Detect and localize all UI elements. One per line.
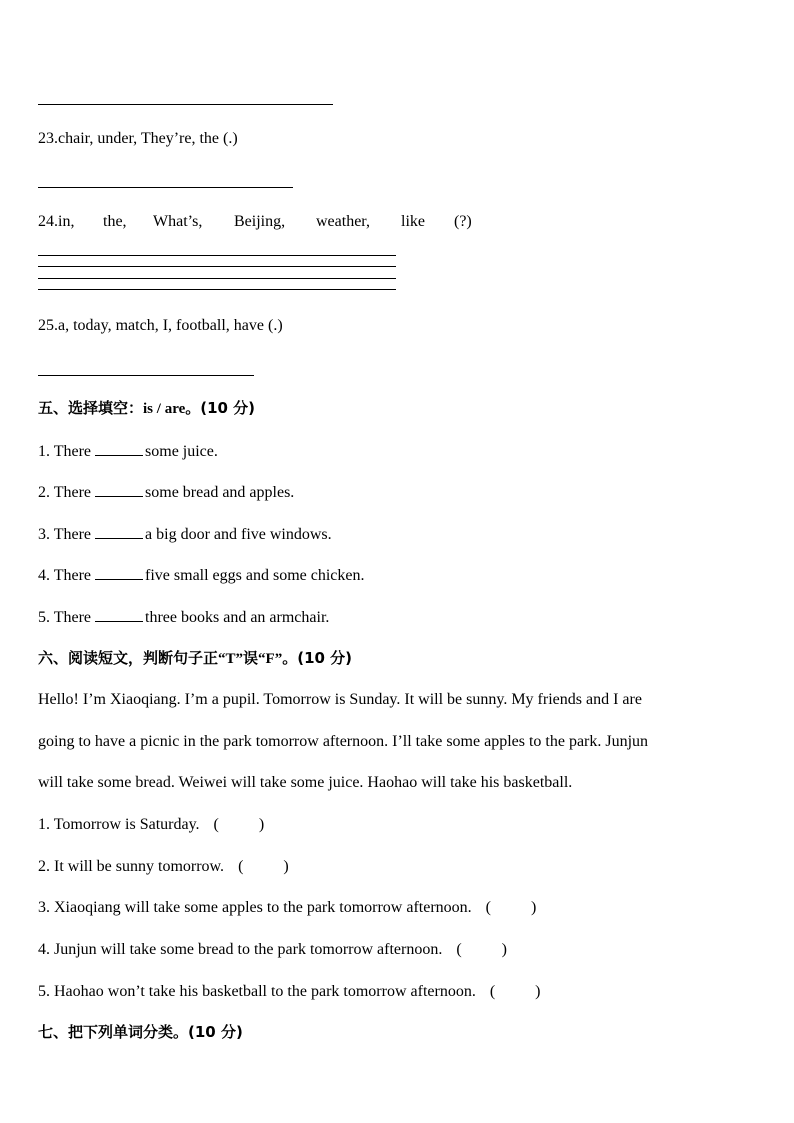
fill-blank[interactable] [95,607,143,622]
answer-line-24d[interactable] [38,289,396,290]
judge-item-3: 3. Xiaoqiang will take some apples to the park tomorrow afternoon. ( ) [38,899,537,916]
passage-line: will take some bread. Weiwei will take some juice. Haohao will take his basketball. [38,774,573,791]
section-6-heading: 六、阅读短文，判断句子正“T”误“F”。(10 分) [38,649,353,667]
judge-item-5: 5. Haohao won’t take his basketball to the park tomorrow afternoon. ( ) [38,983,541,1000]
question-24-word: like [401,213,425,230]
fill-item-1: 1. There some juice. [38,443,218,460]
question-24-word: (?) [454,213,472,230]
answer-line-23[interactable] [38,187,293,188]
question-23 [38,129,238,149]
section-7-heading: 七、把下列单词分类。(10 分) [38,1023,243,1041]
answer-parentheses[interactable]: ( ) [238,858,289,875]
question-24-word: the, [103,213,127,230]
answer-line-22[interactable] [38,104,333,105]
answer-line-24b[interactable] [38,266,396,267]
passage-line: Hello! I’m Xiaoqiang. I’m a pupil. Tomorrow is Sunday. It will be sunny. My friends and I are [38,691,642,708]
question-24-word: Beijing, [234,213,286,230]
question-24-word: weather, [316,213,370,230]
fill-item-4: 4. There five small eggs and some chicken. [38,567,365,584]
fill-item-3: 3. There a big door and five windows. [38,526,332,543]
answer-parentheses[interactable]: ( ) [456,941,507,958]
question-24 [38,212,478,232]
judge-item-1: 1. Tomorrow is Saturday. ( ) [38,816,265,833]
question-24-number: 24.in, [38,213,75,230]
question-25-text: a, today, match, I, football, have (.) [58,317,283,334]
passage-line: going to have a picnic in the park tomorrow afternoon. I’ll take some apples to the park. Junjun [38,733,649,750]
fill-item-5: 5. There three books and an armchair. [38,609,330,626]
fill-item-2: 2. There some bread and apples. [38,484,295,501]
judge-item-2: 2. It will be sunny tomorrow. ( ) [38,858,289,875]
answer-line-25[interactable] [38,375,254,376]
answer-parentheses[interactable]: ( ) [489,983,541,1000]
answer-parentheses[interactable]: ( ) [213,816,265,833]
fill-blank[interactable] [95,565,143,580]
fill-blank[interactable] [95,441,143,456]
question-24-word: What’s, [153,213,203,230]
fill-blank[interactable] [95,524,143,539]
answer-parentheses[interactable]: ( ) [485,899,537,916]
judge-item-4: 4. Junjun will take some bread to the park tomorrow afternoon. ( ) [38,941,507,958]
question-23-text: chair, under, They’re, the (.) [58,130,238,147]
fill-blank[interactable] [95,482,143,497]
question-23-number: 23. [38,130,58,147]
question-25-number: 25. [38,317,58,334]
answer-line-24a[interactable] [38,255,396,256]
answer-line-24c[interactable] [38,278,396,279]
section-5-heading: 五、选择填空：is / are。(10 分) [38,399,256,417]
question-25 [38,316,283,336]
